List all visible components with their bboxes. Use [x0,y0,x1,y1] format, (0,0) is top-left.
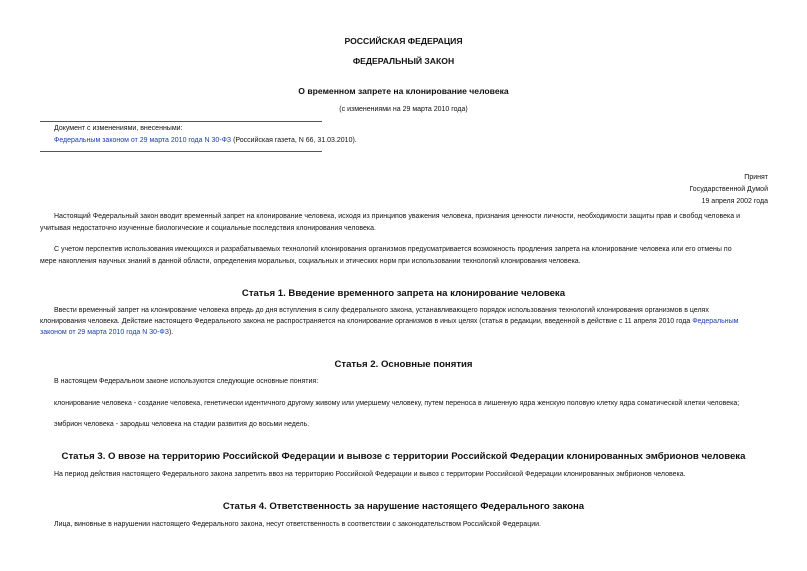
amendments-top-rule [40,121,322,122]
article-2-p3: эмбрион человека - зародыш человека на стадии развития до восьми недель. [54,421,310,428]
article-1-law-link-part2[interactable]: законом от 29 марта 2010 года N 30-ФЗ [40,329,169,336]
article-1-line1: Ввести временный запрет на клонирование человека впредь до дня вступления в силу федерального закона, устанавливающего порядок использования технологий клонирования организмов в целях [54,307,709,314]
amendment-law-link[interactable]: Федеральным законом от 29 марта 2010 года N 30-ФЗ [54,137,232,144]
accepted-label: Принят [744,174,768,181]
amendments-intro: Документ с изменениями, внесенными: [54,125,183,132]
article-1-heading: Статья 1. Введение временного запрета на клонирование человека [241,288,566,299]
article-4-p1: Лица, виновные в нарушении настоящего Федерального закона, несут ответственность в соответствии с законодательством Российской Федерации. [54,521,541,528]
edition-note: (с изменениями на 29 марта 2010 года) [339,106,468,113]
document-type: ФЕДЕРАЛЬНЫЙ ЗАКОН [352,56,455,66]
country-name: РОССИЙСКАЯ ФЕДЕРАЦИЯ [344,36,463,46]
article-2-heading: Статья 2. Основные понятия [334,359,473,370]
article-1-line3 [40,329,173,336]
preamble-p2-line1: С учетом перспектив использования имеющихся и разрабатываемых технологий клонирования организмов предусматривается возможность продления запрета на клонирование человека или его отмены по [54,246,732,253]
preamble-p2-line2: мере накопления научных знаний в данной области, определения моральных, социальных и этических норм при использовании технологий клонирования человека. [40,258,581,265]
preamble-p1-line1: Настоящий Федеральный закон вводит временный запрет на клонирование человека, исходя из принципов уважения человека, признания ценности личности, необходимости защиты прав и свобод человека и [54,213,740,220]
amendments-line [54,137,357,144]
article-3-heading: Статья 3. О ввозе на территорию Российской Федерации и вывозе с территории Российской Федерации клонированных эмбрионов человека [61,451,746,462]
article-1-line2-text: клонирования человека. Действие настоящего Федерального закона не распространяется на клонирование организмов в иных целях (статья в редакции, введенной в действие с 11 апреля 2010 года [40,318,691,325]
article-2-p1: В настоящем Федеральном законе используются следующие основные понятия: [54,378,319,385]
accepted-block [689,172,768,208]
amendment-source: (Российская газета, N 66, 31.03.2010). [233,137,357,144]
article-1-law-link-part1[interactable]: Федеральным [692,318,739,325]
accepted-by: Государственной Думой [689,186,768,193]
article-2-p2: клонирование человека - создание человека, генетически идентичного другому живому или умершему человеку, путем переноса в лишенную ядра женскую половую клетку ядра соматической клетки человека; [54,400,740,407]
article-3-p1: На период действия настоящего Федерального закона запретить ввоз на территорию Российской Федерации и вывоз с территории Российской Федерации клонированных эмбрионов человека. [54,471,686,478]
amendments-bottom-rule [40,151,322,152]
article-1-line2 [40,318,738,325]
preamble-p1-line2: учитывая недостаточно изученные биологические и социальные последствия клонирования человека. [40,225,376,232]
page-title: О временном запрете на клонирование человека [298,86,509,96]
article-1-line3-tail: ). [168,329,174,336]
accepted-date: 19 апреля 2002 года [701,198,768,205]
article-4-heading: Статья 4. Ответственность за нарушение настоящего Федерального закона [222,501,585,512]
